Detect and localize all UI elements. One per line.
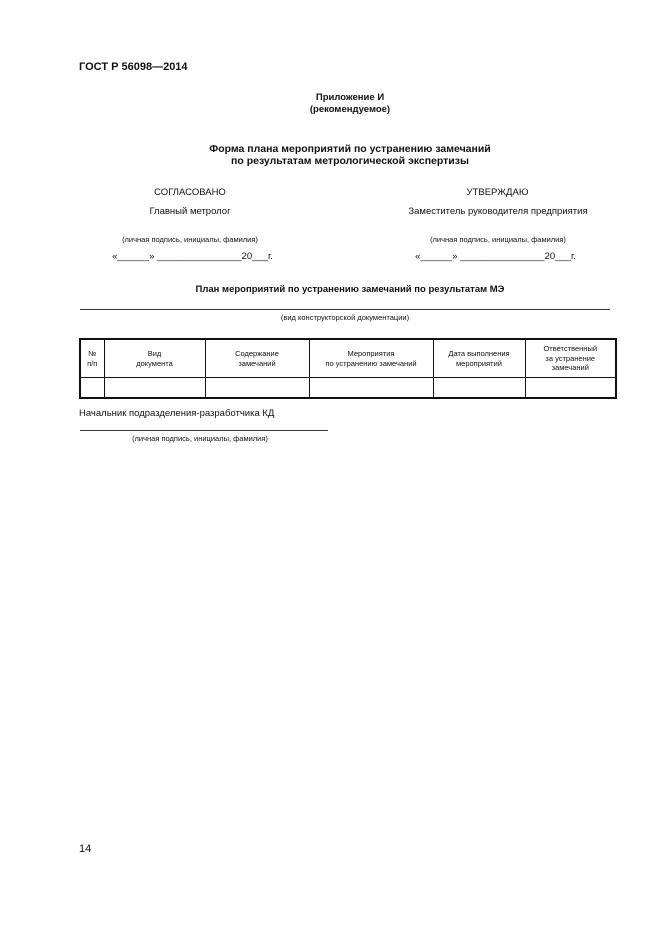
table-header-row — [80, 339, 616, 378]
left-signature-note: (личная подпись, инициалы, фамилия) — [122, 235, 258, 244]
table-cell — [433, 378, 525, 399]
header-measures: Мероприятия по устранению замечаний — [309, 339, 433, 378]
doc-type-rule — [80, 309, 610, 310]
annex-title: Приложение И — [315, 92, 385, 103]
left-position: Главный метролог — [149, 206, 231, 217]
footer-signature-note: (личная подпись, инициалы, фамилия) — [132, 434, 268, 443]
table-cell — [80, 378, 104, 399]
plan-table — [79, 338, 617, 399]
table-cell — [525, 378, 616, 399]
left-approval-label: СОГЛАСОВАНО — [154, 187, 226, 198]
form-title-line1: Форма плана мероприятий по устранению замечаний — [209, 143, 491, 155]
header-number: № п/п — [80, 339, 104, 378]
right-signature-note: (личная подпись, инициалы, фамилия) — [430, 235, 566, 244]
annex-subtitle: (рекомендуемое) — [309, 104, 391, 115]
right-date-line: «______» ________________20___г. — [415, 251, 576, 262]
header-responsible: Ответственный за устранение замечаний — [525, 339, 616, 378]
header-doc-type: Вид документа — [104, 339, 205, 378]
page-number: 14 — [79, 843, 92, 855]
footer-position: Начальник подразделения-разработчика КД — [79, 408, 275, 419]
plan-title: План мероприятий по устранению замечаний по результатам МЭ — [195, 284, 505, 295]
standard-code: ГОСТ Р 56098—2014 — [79, 61, 188, 73]
table-cell — [104, 378, 205, 399]
footer-signature-rule — [80, 430, 328, 431]
form-title-line2: по результатам метрологической экспертизы — [231, 155, 469, 167]
table-cell — [205, 378, 309, 399]
left-date-line: «______» ________________20___г. — [112, 251, 273, 262]
header-remarks: Содержание замечаний — [205, 339, 309, 378]
right-position: Заместитель руководителя предприятия — [408, 206, 588, 217]
header-date: Дата выполнения мероприятий — [433, 339, 525, 378]
table-cell — [309, 378, 433, 399]
table-row — [80, 378, 616, 399]
doc-type-note: (вид конструкторской документации) — [280, 313, 410, 322]
right-approval-label: УТВЕРЖДАЮ — [466, 187, 529, 198]
